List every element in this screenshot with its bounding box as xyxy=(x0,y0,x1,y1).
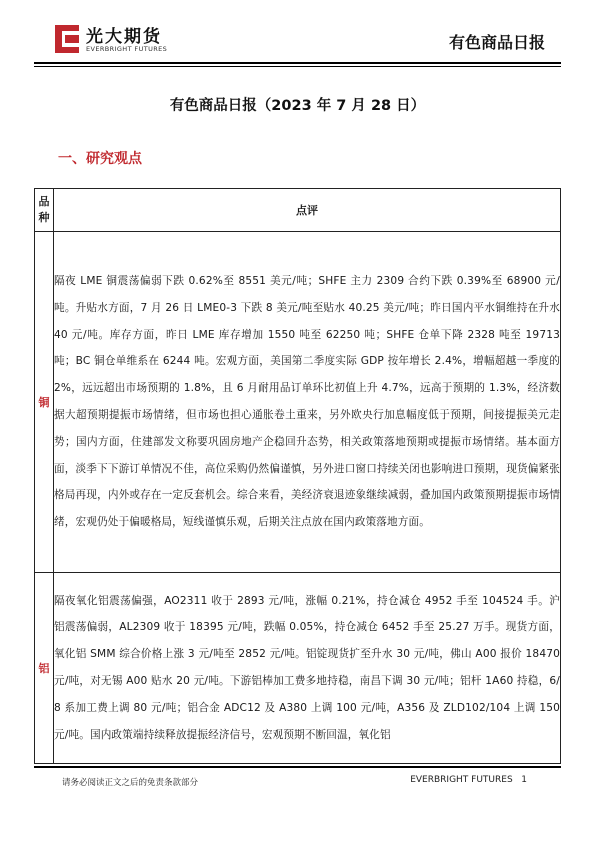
research-table xyxy=(34,188,561,764)
logo-mark-icon xyxy=(52,22,82,56)
report-title: 有色商品日报（2023 年 7 月 28 日） xyxy=(169,98,426,114)
comment-copper: 隔夜 LME 铜震荡偏弱下跌 0.62%至 8551 美元/吨；SHFE 主力 2309 合约下跌 0.39%至 68900 元/吨。升贴水方面，7 月 26 日 LME0-3 下跌 8 美元/吨至贴水 40.25 美元/吨；昨日国内平水铜维持在升水 40 元/吨。库存方面，昨日 LME 库存增加 1550 吨至 62250 吨；SHFE 仓单下降 2328 吨至 19713 吨；BC 铜仓单维系在 6244 吨。宏观方面，美国第二季度实际 GDP 按年增长 2.4%，增幅超越一季度的 2%，远远超出市场预期的 1.8%，且 6 月耐用品订单环比初值上升 4.7%，远高于预期的 1.3%，经济数据大超预期提振市场情绪，但市场也担心通胀卷土重来，另外欧央行加息幅度低于预期，间接提振美元走势；国内方面，住建部发文称要巩固房地产企稳回升态势，相关政策落地预期或提振市场情绪。基本面方面，淡季下下游订单情况不佳，高位采购仍然偏谨慎，另外进口窗口持续关闭也影响进口预期，现货偏紧张格局再现，内外或存在一定反套机会。综合来看，美经济衰退迹象继续减弱，叠加国内政策预期提振市场情绪，宏观仍处于偏暖格局，短线谨慎乐观，后期关注点放在国内政策落地方面。 xyxy=(54,232,561,573)
category-copper: 铜 xyxy=(35,232,54,573)
footer-brand: EVERBRIGHT FUTURES xyxy=(410,775,513,785)
logo-chinese-name: 光大期货 xyxy=(86,27,162,47)
header-comment: 点评 xyxy=(54,189,561,232)
header-doc-type: 有色商品日报 xyxy=(448,33,545,52)
footer-disclaimer: 请务必阅读正文之后的免责条款部分 xyxy=(62,778,199,788)
category-aluminum: 铝 xyxy=(35,573,54,764)
section-heading: 一、研究观点 xyxy=(58,151,142,167)
logo-english-name: EVERBRIGHT FUTURES xyxy=(86,45,168,53)
table-header-row xyxy=(35,189,561,232)
header-category: 品 种 xyxy=(35,189,54,232)
table-row xyxy=(35,232,561,573)
footer-divider xyxy=(34,766,561,768)
header-divider xyxy=(34,62,561,64)
header-divider-thin xyxy=(34,66,561,67)
page-number: 1 xyxy=(521,775,527,785)
comment-aluminum: 隔夜氧化铝震荡偏强，AO2311 收于 2893 元/吨，涨幅 0.21%，持仓减仓 4952 手至 104524 手。沪铝震荡偏弱，AL2309 收于 18395 元/吨，跌幅 0.05%，持仓减仓 6452 手至 25.27 万手。现货方面，氧化铝 SMM 综合价格上涨 3 元/吨至 2852 元/吨。铝锭现货扩至升水 30 元/吨，佛山 A00 报价 18470 元/吨，对无锡 A00 贴水 20 元/吨。下游铝棒加工费多地持稳，南昌下调 30 元/吨；铝杆 1A60 持稳，6/8 系加工费上调 80 元/吨；铝合金 ADC12 及 A380 上调 100 元/吨，A356 及 ZLD102/104 上调 150 元/吨。国内政策端持续释放提振经济信号，宏观预期不断回温，氧化铝 xyxy=(54,573,561,764)
footer-brand-page xyxy=(410,775,527,785)
company-logo xyxy=(52,18,182,60)
table-row xyxy=(35,573,561,764)
